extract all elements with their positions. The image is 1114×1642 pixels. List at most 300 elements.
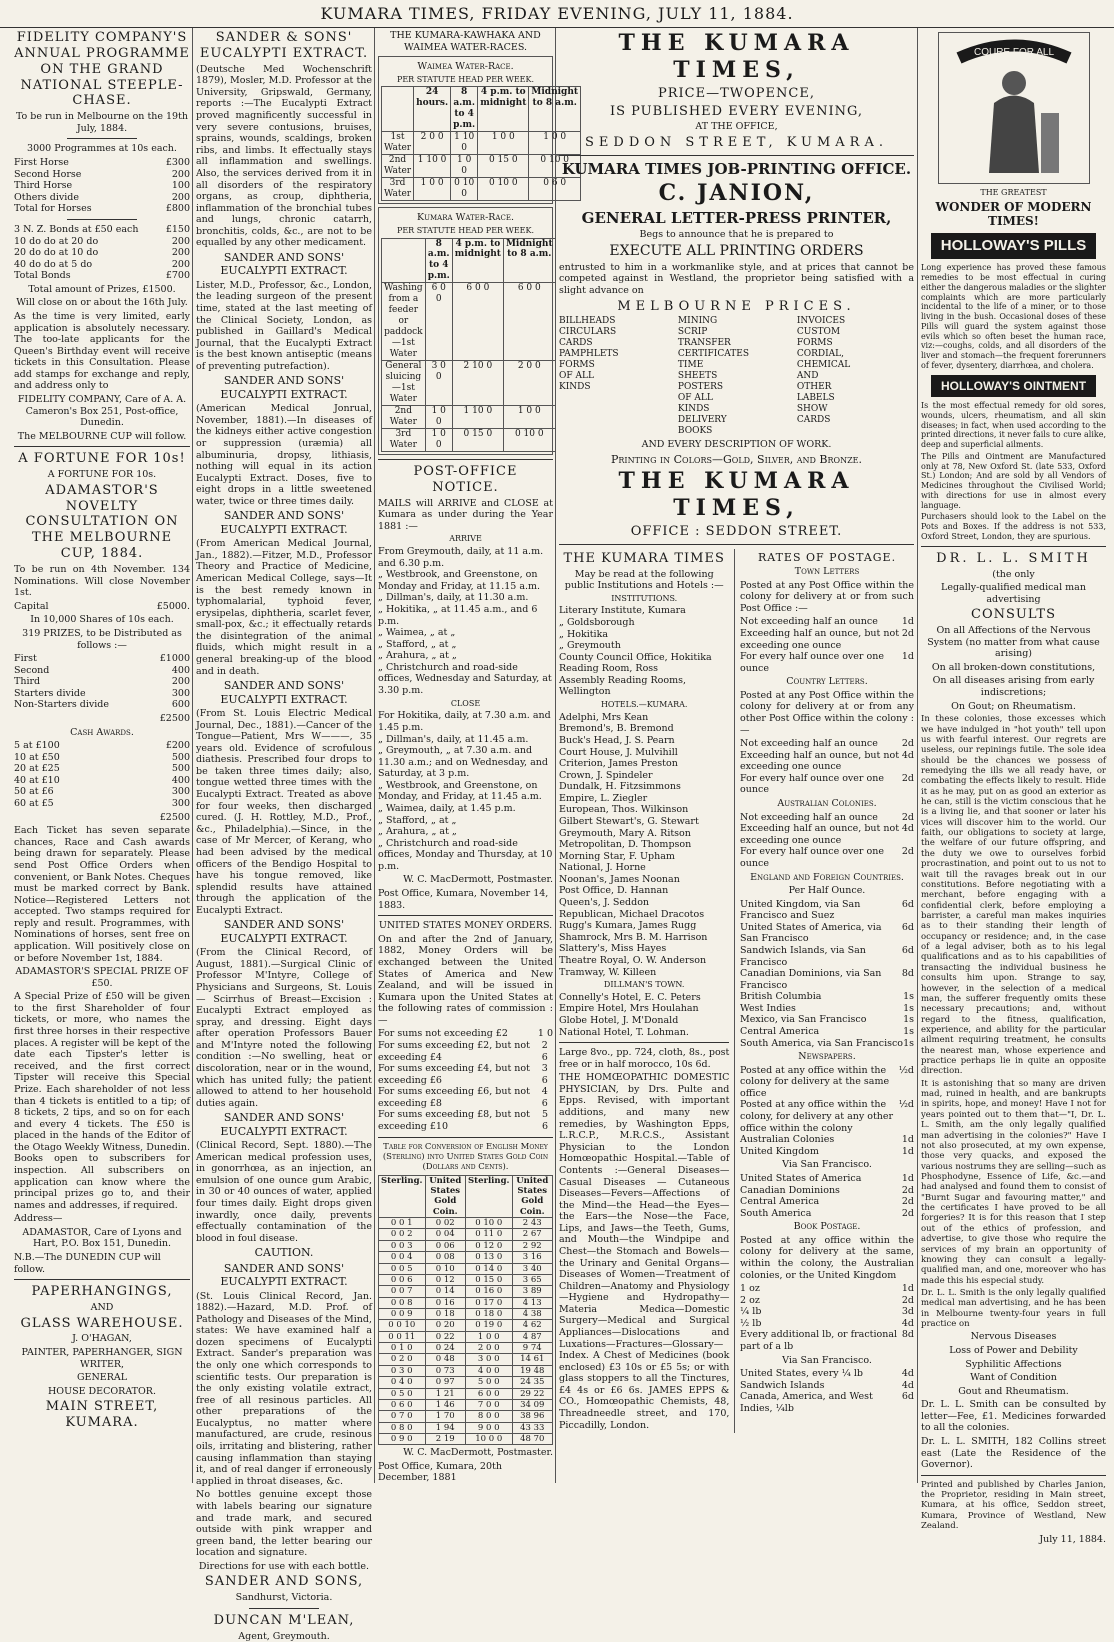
prizes-title: 319 PRIZES, to be Distributed as follows :— bbox=[22, 627, 182, 651]
consult-1: On all Affections of the Nervous System (no matter from what cause arising) bbox=[927, 625, 1100, 660]
conversion-title: Table for Conversion of English Money (Sterling) into United States Gold Coin (Dollars and Cents). bbox=[382, 1141, 549, 1173]
smith-fee: Dr. L. L. Smith can be consulted by letter—Fee, £1. Medicines forwarded to all the colonies. bbox=[921, 1399, 1106, 1434]
hotel-item: Criterion, James Preston bbox=[559, 758, 678, 770]
cup-follow: The MELBOURNE CUP will follow. bbox=[17, 430, 187, 442]
cash-row: 5 at £100 £200 bbox=[14, 740, 190, 752]
shares: In 10,000 Shares of 10s each. bbox=[30, 614, 174, 626]
column-2 bbox=[196, 28, 372, 1642]
office-seddon: OFFICE : SEDDON STREET. bbox=[630, 523, 843, 539]
reading-column bbox=[559, 549, 729, 1434]
waimea-table-box bbox=[378, 56, 579, 204]
badge-text: COURE FOR ALL bbox=[973, 47, 1054, 58]
rate-row: West Indies 1s bbox=[740, 1002, 914, 1014]
po-sign: W. C. MacDermott, Postmaster. bbox=[403, 874, 553, 886]
rate-row: British Columbia 1s bbox=[740, 991, 914, 1003]
at-office: AT THE OFFICE, bbox=[695, 121, 778, 133]
hotel-item: Dundalk, H. Fitzsimmons bbox=[559, 781, 681, 793]
bond-row: 3 N. Z. Bonds at £50 each £150 bbox=[14, 223, 190, 235]
arrive-item: „ Hokitika, „ at 11.45 a.m., and 6 p.m. bbox=[378, 604, 538, 627]
greatest: THE GREATEST bbox=[980, 188, 1047, 197]
kumara-row: 2nd Water 1 0 0 1 10 0 1 0 0 bbox=[382, 406, 556, 429]
cash-list bbox=[14, 740, 190, 809]
institutions-list bbox=[559, 605, 729, 698]
eucalypti-p2: Lister, M.D., Professor, &c., London, the leading surgeon of the present time, stated at the last meeting of the Clinical Society, London, as published in Gaillard's Medical Journal, that the Eucalypti Extract is the best known antiseptic (means of preventing putrefaction). bbox=[196, 279, 372, 372]
rate-row: Canada, America, and West Indies, ¼lb 6d bbox=[740, 1391, 914, 1414]
arrive-list bbox=[378, 546, 553, 697]
conversion-row: 0 9 0 2 19 10 0 0 48 70 bbox=[379, 1433, 553, 1444]
dillman-item: Empire Hotel, Mrs Houlahan bbox=[559, 1003, 699, 1015]
conversion-row: 0 2 0 0 48 3 0 0 14 61 bbox=[379, 1354, 553, 1365]
want-condition: Want of Condition bbox=[970, 1372, 1057, 1384]
waimea-row: 2nd Water 1 10 0 1 0 0 0 15 0 0 10 0 bbox=[382, 155, 581, 178]
eucalypti-h4: SANDER AND SONS' EUCALYPTI EXTRACT. bbox=[220, 509, 348, 536]
us-text: On and after the 2nd of January, 1882, Money Orders will be exchanged between the United States of America and New Zealand, and will be issued in Kumara upon the United States at the following rates of commission :— bbox=[378, 933, 553, 1026]
rate-row: Exceeding half an ounce, but not exceeding one ounce 2d bbox=[740, 627, 914, 651]
arrive-item: „ Dillman's, daily, at 11.30 a.m. bbox=[378, 592, 529, 604]
town-rates bbox=[740, 616, 914, 674]
homeo-price: Large 8vo., pp. 724, cloth, 8s., post free or in half morocco, 10s 6d. bbox=[559, 1047, 730, 1070]
house-decorator: HOUSE DECORATOR. bbox=[48, 1385, 156, 1397]
dillman-list bbox=[559, 992, 729, 1038]
eucalypti-p7: (Clinical Record, Sept. 1880).—The American medical profession uses, in gonorrhœa, as an injection, an emulsion of one ounce gum Arabic, in 30 or 40 ounces of water, applied four times daily. Eight drops given inwardly, once daily, prevents effectually contamination of the blood in foul disease. bbox=[196, 1140, 372, 1244]
po-title: POST-OFFICE NOTICE. bbox=[413, 463, 518, 495]
gout-rheumatism: Gout and Rheumatism. bbox=[958, 1385, 1069, 1397]
cash-row: 10 at £50 500 bbox=[14, 751, 190, 763]
kumara-table: 8 a.m. to 4 p.m. 4 p.m. to midnight Midnight to 8 a.m. Washing from a feeder or paddock—1st Water 6 0 0 6 0 0 6 0 0 General sluicing—1st Water 3 0 0 2 10 0 2 0 0 2nd Water 1 0 0 1 10 0 1 0 0 3rd Water 1 0 0 0 15 0 0 10 0 bbox=[381, 238, 556, 452]
conversion-table: Sterling. United States Gold Coin. Sterling. United States Gold Coin. 0 0 1 0 02 0 10 0 2 43 0 0 2 0 04 0 11 0 2 67 0 0 3 0 06 0 12 0 2 92 0 0 4 0 08 0 13 0 3 16 0 0 5 0 10 0 14 0 3 40 0 0 6 0 12 0 15 0 3 65 0 0 7 0 14 0 16 0 3 89 0 0 8 0 16 0 17 0 4 13 0 0 9 0 18 0 18 0 4 38 0 0 10 0 20 0 19 0 4 62 0 0 11 0 22 1 0 0 4 87 0 1 0 0 24 2 0 0 9 74 0 2 0 0 48 3 0 0 14 61 0 3 0 0 73 4 0 0 19 48 0 4 0 0 97 5 0 0 24 35 0 5 0 1 21 6 0 0 29 22 0 6 0 1 46 7 0 0 34 09 0 7 0 1 70 8 0 0 38 96 0 8 0 1 94 9 0 0 43 33 0 9 0 2 19 10 0 0 48 70 bbox=[378, 1175, 553, 1446]
homeo-text: THE HOMŒOPATHIC DOMESTIC PHYSICIAN, by Drs. Pulte and Epps. Revised, with important additions, and many new remedies, by Washington Epps, L.R.C.P., M.R.C.S., Assistant Physician to the London Homœopathic Hospital.—Table of Contents :—General Diseases—Casual Diseases — Cutaneous Diseases—Fevers—Affections of the Mind—the Head—the Eyes—the Ears—the Nose—the Face, Lips, and Jaws—the Teeth, Gums, and Mouth—the Windpipe and Chest—the Stomach and Bowels—the Urinary and Genital Organs—Diseases of Women—Treatment of Children—Anatomy and Physiology—Hygiene and Hydropathy—Materia Medica—Domestic Surgery—Medical and Surgical Appliances—Dislocations and Luxations—Fractures—Glossary—Index. A Chest of Medicines (book enclosed) £3 10s or £5 5s; or with glass stoppers to all the Tinctures, £4 4s or £6 6s. JAMES EPPS & CO., Homœopathic Chemists, 48, Threadneedle street, and 170, Piccadilly, London. bbox=[559, 1072, 730, 1431]
town-label: Town Letters bbox=[794, 566, 860, 578]
eucalypti-h3: SANDER AND SONS' EUCALYPTI EXTRACT. bbox=[220, 374, 348, 401]
glass-warehouse: GLASS WAREHOUSE. bbox=[20, 1315, 184, 1331]
conversion-row: 0 8 0 1 94 9 0 0 43 33 bbox=[379, 1422, 553, 1433]
rate-row: United States of America, via San Francisco 6d bbox=[740, 921, 914, 945]
kumara-row: 3rd Water 1 0 0 0 15 0 0 10 0 bbox=[382, 428, 556, 451]
holloway-ointment-banner: HOLLOWAY'S OINTMENT bbox=[931, 375, 1096, 398]
hotel-item: Theatre Royal, O. W. Anderson bbox=[559, 954, 707, 966]
kumara-table-box bbox=[378, 207, 553, 455]
print-item: TIME SHEETS bbox=[677, 360, 718, 382]
cash-total: £2500 bbox=[159, 811, 190, 823]
rate-row: Not exceeding half an ounce 2d bbox=[740, 738, 914, 750]
lower-section bbox=[559, 549, 914, 1434]
close-item: „ Christchurch and road-side offices, Monday and Thursday, at 10 p.m. bbox=[378, 837, 553, 872]
print-item: FORMS OF ALL KINDS bbox=[559, 360, 595, 393]
fortune-heading: A FORTUNE FOR 10s! bbox=[18, 451, 186, 467]
rate-row: Not exceeding half an ounce 2d bbox=[740, 811, 914, 823]
print-item: CORDIAL, CHEMICAL bbox=[796, 349, 851, 371]
conversion-row: 0 0 7 0 14 0 16 0 3 89 bbox=[379, 1286, 553, 1297]
conv-sign: W. C. MacDermott, Postmaster. bbox=[403, 1447, 553, 1459]
rate-row: 2 oz 2d bbox=[740, 1294, 914, 1306]
institution-item: County Council Office, Hokitika bbox=[559, 651, 712, 663]
rate-row: Posted at any office within the colony for delivery at the same office ½d bbox=[740, 1064, 914, 1099]
arrive-item: „ Westbrook, and Greenstone, on Monday and Friday, at 11.15 a.m. bbox=[378, 569, 541, 592]
nb-note: N.B.—The DUNEDIN CUP will follow. bbox=[14, 1252, 161, 1275]
waimea-table: 24 hours. 8 a.m. to 4 p.m. 4 p.m. to midnight Midnight to 8 a.m. 1st Water 2 0 0 1 10 0 1 0 0 1 0 0 2nd Water 1 10 0 1 0 0 0 15 0 0 10 0 3rd Water 1 0 0 0 10 0 0 10 0 0 6 0 bbox=[381, 86, 581, 201]
execute: EXECUTE ALL PRINTING ORDERS bbox=[609, 242, 864, 259]
water-race-title: THE KUMARA-KAWHAKA AND WAIMEA WATER-RACES. bbox=[390, 30, 541, 53]
total-bonds: Total Bonds £700 bbox=[14, 270, 190, 282]
rate-row: United States of America 1d bbox=[740, 1172, 914, 1184]
adamastor-address: ADAMASTOR, Care of Lyons and Hart, P.O. Box 151, Dunedin. bbox=[22, 1226, 182, 1250]
rate-row: For every half ounce over one ounce 1d bbox=[740, 651, 914, 674]
conversion-row: 0 5 0 1 21 6 0 0 29 22 bbox=[379, 1388, 553, 1399]
ointment-text: Is the most effectual remedy for old sores, wounds, ulcers, rheumatism, and all skin diseases; in fact, when used according to the printed directions, it never fails to cure alike, deep and superficial ailments. bbox=[921, 401, 1106, 450]
rate-row: ½ lb 4d bbox=[740, 1317, 914, 1329]
rate-row: South America 2d bbox=[740, 1207, 914, 1219]
news-label: Newspapers. bbox=[798, 1051, 856, 1063]
eucalypti-h2: SANDER AND SONS' EUCALYPTI EXTRACT. bbox=[220, 250, 348, 278]
ohagan-name: J. O'HAGAN, bbox=[72, 1333, 132, 1345]
conversion-row: 0 3 0 0 73 4 0 0 19 48 bbox=[379, 1365, 553, 1376]
austral-label: Australian Colonies. bbox=[777, 798, 877, 810]
us-rates bbox=[378, 1028, 553, 1132]
fidelity-title: FIDELITY COMPANY'S ANNUAL PROGRAMME ON THE GRAND NATIONAL STEEPLE-CHASE. bbox=[14, 30, 190, 109]
dillman-item: National Hotel, T. Lohman. bbox=[559, 1026, 689, 1038]
hotel-item: Noonan's, James Noonan bbox=[559, 873, 680, 885]
prize-row: Third 200 bbox=[14, 676, 190, 688]
rate-row: Exceeding half an ounce, but not exceeding one ounce 4d bbox=[740, 749, 914, 773]
printing-colors: Printing in Colors—Gold, Silver, and Bronze. bbox=[611, 452, 862, 466]
rate-row: Canadian Dominions, via San Francisco 8d bbox=[740, 968, 914, 991]
rate-row: United Kingdom 1d bbox=[740, 1145, 914, 1157]
rate-row: Canadian Dominions 2d bbox=[740, 1184, 914, 1196]
and-word: AND bbox=[90, 1302, 114, 1314]
total-prizes: Total amount of Prizes, £1500. bbox=[28, 283, 176, 295]
england-rates bbox=[740, 899, 914, 1050]
print-item: TRANSFER CERTIFICATES bbox=[677, 338, 749, 360]
conversion-row: 0 0 1 0 02 0 10 0 2 43 bbox=[379, 1218, 553, 1229]
us-rate-row: For sums not exceeding £2 1 0 bbox=[378, 1028, 553, 1040]
close-item: „ Westbrook, and Greenstone, on Monday, and Friday, at 11.45 a.m. bbox=[378, 779, 542, 803]
horse-row: Third Horse 100 bbox=[14, 180, 190, 192]
painter-line: PAINTER, PAPERHANGER, SIGN WRITER, bbox=[21, 1347, 183, 1370]
smith-text-2: It is astonishing that so many are driven mad, ruined in health, and are bankrupts in spirits, hope, and money! Have I not for years pointed out to them that—"I, Dr. L. L. Smith, am the only legally qualified man advertising in the colonies?" Have I not also prosecuted, at my own expense, those very quacks, and exposed the various nostrums they are selling—such as Phosphodyne, Essence of Life, &c.—and had analysed and found them to consist of "Burnt Sugar and favouring matter," and the certificates I have proved to be all forgeries? It is for this reason that I step out of the ethics of profession, and advertise, to give those who require the services of my brain an opportunity of knowing they can consult a legally-qualified man, and one, moreover who has made this his especial study. bbox=[921, 1078, 1106, 1286]
rate-row: Australian Colonies 1d bbox=[740, 1134, 914, 1146]
bond-row: 40 do do at 5 do 200 bbox=[14, 258, 190, 270]
hotel-item: European, Thos. Wilkinson bbox=[559, 804, 689, 816]
print-item: PAMPHLETS bbox=[559, 349, 619, 360]
rate-row: For every half ounce over one ounce 2d bbox=[740, 846, 914, 869]
fortune-sub: A FORTUNE FOR 10s. bbox=[47, 469, 157, 481]
main-street: MAIN STREET, KUMARA. bbox=[45, 1399, 159, 1431]
general-line: GENERAL bbox=[76, 1372, 128, 1384]
cash-row: 20 at £25 500 bbox=[14, 763, 190, 775]
dillman-item: Globe Hotel, J. M'Donald bbox=[559, 1014, 679, 1026]
country-text: Posted at any Post Office within the colony for delivery at or from any other Post Office within the colony :— bbox=[740, 689, 914, 736]
address-label: Address— bbox=[14, 1213, 63, 1225]
hotel-item: Republican, Michael Dracotos bbox=[559, 908, 705, 920]
smith-text-1: In these colonies, those excesses which we have indulged in "hot youth" tell upon us with fearful interest. Our regrets are useless, our repinings futile. The sole idea should be the chances we possess of remedying the ills we all ready have, or combating the effects likely to result. Hide it as he may, put on as good an exterior as he can, still is the victim conscious that he is a living lie, and that sooner or later his vices will discover him to the world. Our faith, our obligations to society at large, the welfare of our future offspring, and the duty we owe to ourselves forbid procrastination, and point out to us not to wait till the ravages break out in our constitutions. Before negotiating with a merchant, before engaging with a confidential clerk, before employing a barrister, a careful man makes inquiries as to their standing their length of occupancy or residence; and, in the case of a legal adviser, both as to his legal qualifications and as to his capabilities of transacting the individual business he consults him upon. Strange to say, however, in the selection of a medical man, the sufferer frequently omits these necessary precautions; and, without regard to the fitness, qualification, experience, and ability for the particular ailment requiring treatment, he consults the nearest man, whose experience and practice perhaps lie in quite an opposite direction. bbox=[921, 714, 1106, 1077]
institutions-label: INSTITUTIONS. bbox=[611, 593, 678, 603]
eucalypti-h6: SANDER AND SONS' EUCALYPTI EXTRACT. bbox=[220, 918, 348, 945]
conversion-row: 0 0 9 0 18 0 18 0 4 38 bbox=[379, 1309, 553, 1320]
conversion-row: 0 0 4 0 08 0 13 0 3 16 bbox=[379, 1252, 553, 1263]
waimea-row: 1st Water 2 0 0 1 10 0 1 0 0 1 0 0 bbox=[382, 132, 581, 155]
arrive-item: „ Arahura, „ at „ bbox=[378, 650, 457, 662]
prize-row: Second 400 bbox=[14, 664, 190, 676]
caution-heading: CAUTION. bbox=[254, 1246, 314, 1260]
conversion-row: 0 7 0 1 70 8 0 0 38 96 bbox=[379, 1411, 553, 1422]
imprint-date: July 11, 1884. bbox=[1039, 1533, 1106, 1545]
horse-row: Others divide 200 bbox=[14, 191, 190, 203]
rate-row: Exceeding half an ounce, but not exceeding one ounce 4d bbox=[740, 823, 914, 846]
print-item: INVOICES bbox=[796, 316, 846, 327]
via-sf-label: Via San Francisco. bbox=[782, 1159, 872, 1171]
print-item: CUSTOM FORMS bbox=[796, 327, 841, 349]
hotels-label: HOTELS.—KUMARA. bbox=[600, 700, 688, 710]
seddon-street: SEDDON STREET, KUMARA. bbox=[585, 134, 888, 150]
prize-row: Non-Starters divide 600 bbox=[14, 699, 190, 711]
every-description: AND EVERY DESCRIPTION OF WORK. bbox=[641, 439, 832, 451]
horse-row: First Horse £300 bbox=[14, 157, 190, 169]
fidelity-text: As the time is very limited, early application is absolutely necessary. The too-late applicants for the Queen's Birthday event will receive tickets in this Consultation. Please add stamps for exchange and reply, and address only to bbox=[14, 310, 190, 392]
pills-text: Long experience has proved these famous remedies to be most effectual in curing either the dangerous maladies or the slighter complaints which are more particularly incidental to the life of a miner, or to those living in the bush. Occasional doses of these Pills will guard the system against those evils which so often beset the human race, viz:—coughs, colds, and all disorders of the liver and stomach—the frequent forerunners of fever, dysentery, diarrhœa, and cholera. bbox=[921, 263, 1106, 370]
eucalypti-p9: No bottles genuine except those with labels bearing our signature and trade mark, and secured outside with pink wrapper and green band, the letter bearing our location and signature. bbox=[196, 1489, 372, 1559]
close-item: „ Arahura, „ at „ bbox=[378, 826, 457, 838]
conversion-row: 0 0 11 0 22 1 0 0 4 87 bbox=[379, 1331, 553, 1342]
special-text: A Special Prize of £50 will be given to the first Shareholder of four tickets, or more, who names the first three horses in their respective places. A register will be kept of the date each Tipster's letter is received, and the first correct Tipster will receive this Special Prize. Each shareholder of not less than 4 tickets is entitled to a tip; of 8 tickets, 2 tips, and so on for each and every 4 tickets. The £50 is placed in the hands of the Editor of the Otago Weekly Witness, Dunedin. Books open to subscribers for inspection. All subscribers on application can know where the principal prizes go to, and their names and addresses, if required. bbox=[14, 991, 190, 1211]
nervous: Nervous Diseases bbox=[970, 1331, 1057, 1343]
hotel-item: Shamrock, Mrs B. M. Harrison bbox=[559, 931, 708, 943]
eucalypti-h7: SANDER AND SONS' EUCALYPTI EXTRACT. bbox=[220, 1111, 348, 1138]
consult-3: On all diseases arising from early indiscretions; bbox=[932, 675, 1095, 699]
close-item: For Hokitika, daily, at 7.30 a.m. and 1.45 p.m. bbox=[378, 710, 551, 733]
eucalypti-p3: (American Medical Jonrual, November, 1881).—In diseases of the kidneys either active congestion or suppression (uræmia) all albuminuria, dropsy, lithiasis, nothing will equal in its action Eucalypti Extract. Doses, five to eight drops in a little sweetened water, twice or three times daily. bbox=[196, 403, 372, 507]
print-item: CIRCULARS bbox=[559, 327, 617, 338]
dillman-label: DILLMAN'S TOWN. bbox=[603, 980, 685, 990]
hotel-item: Metropolitan, D. Thompson bbox=[559, 839, 692, 851]
eucalypti-p8: (St. Louis Clinical Record, Jan. 1882).—Hazard, M.D. Prof. of Pathology and Diseases of the Mind, states: We have examined half a dozen specimens of Eucalypti Extract. Sander's preparation was the only one which corresponds to scientific tests. Our preparation is the only existing volatile extract, free of all resinous particles. All other preparations of the Eucalyptus, no matter where manufactured, are crude, resinous oils, irritating and blistering, rather causing inflammation than staying it, and of real danger if erroneously applied in throat diseases, &c. bbox=[196, 1290, 372, 1487]
only-line: (the only bbox=[992, 568, 1035, 580]
rate-row: United Kingdom, via San Francisco and Suez 6d bbox=[740, 898, 914, 922]
hotel-item: Bremond's, B. Bremond bbox=[559, 723, 674, 735]
bond-row: 20 do do at 10 do 200 bbox=[14, 247, 190, 259]
cash-row: 50 at £6 300 bbox=[14, 786, 190, 798]
loss-power: Loss of Power and Debility bbox=[949, 1344, 1078, 1356]
paperhangings-title: PAPERHANGINGS, bbox=[31, 1284, 173, 1300]
prize-row: Starters divide 300 bbox=[14, 687, 190, 699]
institution-item: „ Greymouth bbox=[559, 640, 621, 652]
print-item: DELIVERY BOOKS bbox=[677, 415, 727, 437]
print-item: POSTERS OF ALL KINDS bbox=[677, 382, 724, 415]
horse-row: Second Horse 200 bbox=[14, 168, 190, 180]
waimea-sub: PER STATUTE HEAD PER WEEK. bbox=[396, 74, 535, 84]
close-item: „ Stafford, „ at „ bbox=[378, 814, 457, 826]
holloway-seal-logo bbox=[938, 32, 1090, 184]
via-sf2-label: Via San Francisco. bbox=[782, 1354, 872, 1366]
kumara-times-title-2: THE KUMARA TIMES, bbox=[618, 468, 855, 521]
kumara-row: General sluicing—1st Water 3 0 0 2 10 0 2 0 0 bbox=[382, 361, 556, 406]
printing-items bbox=[559, 316, 914, 437]
hotel-item: Buck's Head, J. S. Pearn bbox=[559, 734, 675, 746]
melbourne-prices: MELBOURNE PRICES. bbox=[617, 298, 856, 314]
rate-row: For every half ounce over one ounce 2d bbox=[740, 772, 914, 796]
rate-row: Mexico, via San Francisco 1s bbox=[740, 1014, 914, 1026]
hotel-item: Post Office, D. Hannan bbox=[559, 885, 669, 897]
close-item: „ Waimea, daily, at 1.45 p.m. bbox=[378, 803, 516, 814]
rate-row: Central America 2d bbox=[740, 1196, 914, 1208]
conv-date: Post Office, Kumara, 20th December, 1881 bbox=[378, 1460, 502, 1484]
hotel-item: Queen's, J. Seddon bbox=[559, 897, 650, 909]
po-intro: MAILS will ARRIVE and CLOSE at Kumara as under during the Year 1881 :— bbox=[378, 497, 553, 532]
wonder: WONDER OF MODERN TIMES! bbox=[935, 199, 1092, 229]
us-title: UNITED STATES MONEY ORDERS. bbox=[378, 920, 553, 932]
us-rate-row: For sums exceeding £2, but not exceeding £4 2 6 bbox=[378, 1039, 548, 1063]
town-text: Posted at any Post Office within the colony for delivery at or from such Post Office :— bbox=[740, 579, 914, 614]
consult-2: On all broken-down constitutions, bbox=[931, 661, 1096, 673]
hotel-item: Morning Star, F. Upham bbox=[559, 850, 675, 862]
rate-row: Sandwich Islands 4d bbox=[740, 1379, 914, 1391]
institution-item: „ Goldsborough bbox=[559, 616, 635, 628]
waimea-row: 3rd Water 1 0 0 0 10 0 0 10 0 0 6 0 bbox=[382, 178, 581, 201]
via2-rates bbox=[740, 1368, 914, 1414]
ointment-note: Purchasers should look to the Label on the Pots and Boxes. If the address is not 533, Oxford Street, London, they are spurious. bbox=[921, 512, 1106, 541]
conversion-row: 0 0 3 0 06 0 12 0 2 92 bbox=[379, 1240, 553, 1251]
hotel-item: Slattery's, Miss Hayes bbox=[559, 943, 667, 955]
rate-row: Sandwich Islands, via San Francisco 6d bbox=[740, 944, 914, 968]
every-lb: Every additional lb, or fractional part of a lb 8d bbox=[740, 1329, 914, 1353]
bonds-list bbox=[14, 224, 190, 270]
country-rates bbox=[740, 738, 914, 796]
smith-address: Dr. L. L. SMITH, 182 Collins street east (Late the Residence of the Governor). bbox=[921, 1436, 1106, 1471]
cash-row: 60 at £5 300 bbox=[14, 798, 190, 810]
rate-row: Central America 1s bbox=[740, 1026, 914, 1038]
conversion-row: 0 6 0 1 46 7 0 0 34 09 bbox=[379, 1399, 553, 1410]
print-item: AND OTHER LABELS bbox=[796, 371, 835, 404]
rate-row: 1 oz 1d bbox=[740, 1283, 914, 1295]
hotels-list bbox=[559, 712, 729, 978]
special-title: ADAMASTOR'S SPECIAL PRIZE OF £50. bbox=[15, 966, 189, 989]
ticket-text: Each Ticket has seven separate chances, Race and Cash awards being drawn for separately. Please send Post Office Orders when convenient, or Bank Notes. Cheques must be marked correct by Bank. Notice—Registered Letters not accepted. Two stamps required for reply and result. Programmes, with Nominations of horses, sent free on application. Will positively close on or before November 1st, 1884. bbox=[14, 825, 190, 964]
hotel-item: Crown, J. Spindeler bbox=[559, 769, 653, 781]
syphilitic: Syphilitic Affections bbox=[965, 1358, 1062, 1370]
published: IS PUBLISHED EVERY EVENING, bbox=[609, 103, 864, 119]
smith-name: DR. L. L. SMITH bbox=[936, 550, 1091, 566]
consults: CONSULTS bbox=[971, 607, 1056, 623]
close-label: CLOSE bbox=[450, 698, 481, 708]
ointment-address: The Pills and Ointment are Manufactured only at 78, New Oxford St. (late 533, Oxford St.) London; And are sold by all Vendors of Medicines throughout the Civilised World; with directions for use in almost every language. bbox=[921, 451, 1106, 510]
rate-row: South America, via San Francisco 1s bbox=[740, 1037, 914, 1049]
prizes-list bbox=[14, 653, 190, 711]
book-label: Book Postage. bbox=[793, 1221, 861, 1233]
total-horses: Total for Horses £800 bbox=[14, 203, 190, 215]
entrusted: entrusted to him in a workmanlike style, and at prices that cannot be competed against in Westland, the proprietor being satisfied with a slight advance on bbox=[559, 261, 914, 297]
read-title: THE KUMARA TIMES bbox=[563, 550, 725, 566]
conversion-row: 0 4 0 0 97 5 0 0 24 35 bbox=[379, 1377, 553, 1388]
kumara-times-title: THE KUMARA TIMES, bbox=[618, 30, 855, 83]
kumara-title: Kumara Water-Race. bbox=[417, 212, 514, 224]
hotel-item: Empire, L. Ziegler bbox=[559, 792, 648, 804]
adamastor-title: ADAMASTOR'S NOVELTY CONSULTATION ON THE MELBOURNE CUP, 1884. bbox=[25, 482, 179, 562]
read-intro: May be read at the following public Institutions and Hotels :— bbox=[564, 568, 724, 592]
rate-row: Not exceeding half an ounce 1d bbox=[740, 616, 914, 628]
conversion-row: 0 0 10 0 20 0 19 0 4 62 bbox=[379, 1320, 553, 1331]
book-rates bbox=[740, 1283, 914, 1329]
via-rates bbox=[740, 1173, 914, 1219]
close-date: Will close on or about the 16th July. bbox=[16, 297, 188, 309]
fidelity-sub: To be run in Melbourne on the 19th July, 1884. bbox=[15, 111, 189, 134]
agent-line: Agent, Greymouth. bbox=[238, 1630, 330, 1642]
eucalypti-h8: SANDER AND SONS' EUCALYPTI EXTRACT. bbox=[220, 1261, 348, 1289]
close-item: „ Dillman's, daily, at 11.45 a.m. bbox=[378, 733, 529, 745]
per-half: Per Half Ounce. bbox=[788, 885, 866, 897]
hotel-item: Gilbert Stewart's, G. Stewart bbox=[559, 815, 699, 827]
eucalypti-p4: (From American Medical Journal, Jan., 1882).—Fitzer, M.D., Professor Theory and Practice of Medicine, American Medical College, says—It is the best remedy known in typhomalarial, typhoid fever, erysipelas, diphtheria, scarlet fever, small-pox, &c.; it effectually retards the disintegration of the animal fluids, which might result in a general breaking-up of the blood and in death. bbox=[196, 538, 372, 677]
conversion-row: 0 0 5 0 10 0 14 0 3 40 bbox=[379, 1263, 553, 1274]
smith-text-3: Dr. L. L. Smith is the only legally qualified medical man advertising, and he has been in Melbourne twenty-four years in full practice on bbox=[921, 1287, 1106, 1330]
column-4 bbox=[559, 28, 914, 1483]
fidelity-address: FIDELITY COMPANY, Care of A. A. Cameron's Box 251, Post-office, Dunedin. bbox=[17, 394, 187, 429]
po-date: Post Office, Kumara, November 14, 1883. bbox=[378, 888, 549, 911]
holloway-pills-banner: HOLLOWAY'S PILLS bbox=[931, 233, 1096, 259]
austral-rates bbox=[740, 812, 914, 870]
sandhurst: Sandhurst, Victoria. bbox=[235, 1592, 333, 1604]
hotel-item: Adelphi, Mrs Kean bbox=[559, 711, 649, 723]
hotel-item: Greymouth, Mary A. Ritson bbox=[559, 827, 691, 839]
imprint: Printed and published by Charles Janion, the Proprietor, residing in Main street, Kumara, at his office, Seddon street, Kumara, Province of Westland, New Zealand. bbox=[921, 1479, 1106, 1532]
us-rate-row: For sums exceeding £8, but not exceeding £10 5 6 bbox=[378, 1109, 549, 1133]
column-1 bbox=[14, 28, 190, 1483]
cash-title: Cash Awards. bbox=[70, 726, 134, 738]
institution-item: Reading Room, Ross bbox=[559, 663, 659, 675]
print-item: BILLHEADS bbox=[559, 316, 616, 327]
kumara-sub: PER STATUTE HEAD PER WEEK. bbox=[396, 225, 535, 235]
eucalypti-h5: SANDER AND SONS' EUCALYPTI EXTRACT. bbox=[220, 679, 348, 706]
institution-item: Assembly Reading Rooms, Wellington bbox=[559, 674, 687, 698]
eucalypti-p5: (From St. Louis Electric Medical Journal, Dec., 1881).—Cancer of the Tongue—Patient, Mrs W———, 35 years old. Evidence of scrofulous diathesis. Prescribed four drops to be taken three times daily; also, tongue wetted three times with the Eucalypti Extract. Treated as above for four weeks, then discharged cured. (J. H. Rottley, M.D., Prof., &c., Philadelphia).—Since, in the case of Mr Mercer, of Kerang, who had been advised by the medical officers of the Bendigo Hospital to have his tongue removed, like splendid results have attained through the application of the Eucalypti Extract. bbox=[196, 707, 372, 916]
duncan-name: DUNCAN M'LEAN, bbox=[213, 1612, 355, 1628]
close-list bbox=[378, 710, 553, 872]
eucalypti-p6: (From the Clinical Record, of August, 1881).—Surgical Clinic of Professor M'Intyre, College of Physicians and Surgeons, St. Louis — Scirrhus of Breast—Excision : Eucalypti Extract employed as spray, and dressing. Eight days after operation Professors Bauer and M'Intyre noted the following condition :—No swelling, heat or discoloration, near or in the wound, which has united fully; the patient allowed to attend to her household duties again. bbox=[196, 947, 372, 1109]
eucalypti-p1: (Deutsche Med Wochenschrift 1879), Mosler, M.D. Professor at the University, Gripswald, Germany, reports :—The Eucalypti Extract proved magnificently successful in very severe contusions, bruises, sprains, wounds, scaldings, broken ribs, and limbs. It effectually stays all inflammation and swellings. Also, the services derived from it in all disorders of the respiratory organs, as croup, diphtheria, inflammation of the bronchial tubes and lungs, chronic catarrh, bronchitis, colds, &c., are not to be equalled by any other medicament. bbox=[196, 63, 372, 249]
conversion-row: 0 0 8 0 16 0 17 0 4 13 bbox=[379, 1297, 553, 1308]
institution-item: Literary Institute, Kumara bbox=[559, 605, 686, 617]
rate-row: United States, every ¼ lb 4d bbox=[740, 1368, 914, 1380]
institution-item: „ Hokitika bbox=[559, 628, 609, 640]
column-5 bbox=[921, 28, 1106, 1545]
kumara-row: Washing from a feeder or paddock—1st Water 6 0 0 6 0 0 6 0 0 bbox=[382, 283, 556, 361]
rate-row: Posted at any office within the colony, for delivery at any other office within the colony ½d bbox=[740, 1099, 914, 1134]
close-item: „ Greymouth, „ at 7.30 a.m. and 11.30 a.m.; and on Wednesday, and Saturday, at 3 p.m. bbox=[378, 745, 548, 780]
legally-line: Legally-qualified medical man advertising bbox=[941, 582, 1086, 605]
price: PRICE—TWOPENCE, bbox=[658, 85, 815, 101]
postage-column bbox=[740, 549, 914, 1434]
sander-sign: SANDER AND SONS, bbox=[204, 1574, 364, 1590]
dillman-item: Connelly's Hotel, E. C. Peters bbox=[559, 991, 701, 1003]
print-item: CARDS bbox=[559, 338, 593, 349]
arrive-item: From Greymouth, daily, at 11 a.m. and 6.30 p.m. bbox=[378, 546, 544, 569]
country-label: Country Letters. bbox=[786, 676, 868, 688]
eucalypti-title: SANDER & SONS' EUCALYPTI EXTRACT. bbox=[199, 30, 369, 61]
janion-name: C. JANION, bbox=[658, 180, 815, 207]
consult-4: On Gout; on Rheumatism. bbox=[951, 700, 1076, 712]
job-printing: KUMARA TIMES JOB-PRINTING OFFICE. bbox=[561, 159, 912, 178]
programmes: 3000 Programmes at 10s each. bbox=[27, 143, 177, 155]
arrive-item: „ Stafford, „ at „ bbox=[378, 638, 457, 650]
adamastor-run: To be run on 4th November. 134 Nominations. Will close November 1st. bbox=[14, 564, 190, 599]
general-printer: GENERAL LETTER-PRESS PRINTER, bbox=[581, 208, 892, 227]
hotel-item: Court House, J. Mulvihill bbox=[559, 746, 678, 758]
conversion-row: 0 0 2 0 04 0 11 0 2 67 bbox=[379, 1229, 553, 1240]
rate-row: ¼ lb 3d bbox=[740, 1306, 914, 1318]
waimea-title: Waimea Water-Race. bbox=[417, 61, 514, 73]
arrive-label: ARRIVE bbox=[449, 534, 482, 544]
arrive-item: „ Waimea, „ at „ bbox=[378, 627, 456, 639]
us-rate-row: For sums exceeding £4, but not exceeding £6 3 6 bbox=[378, 1063, 548, 1086]
prize-row: First £1000 bbox=[14, 653, 190, 665]
